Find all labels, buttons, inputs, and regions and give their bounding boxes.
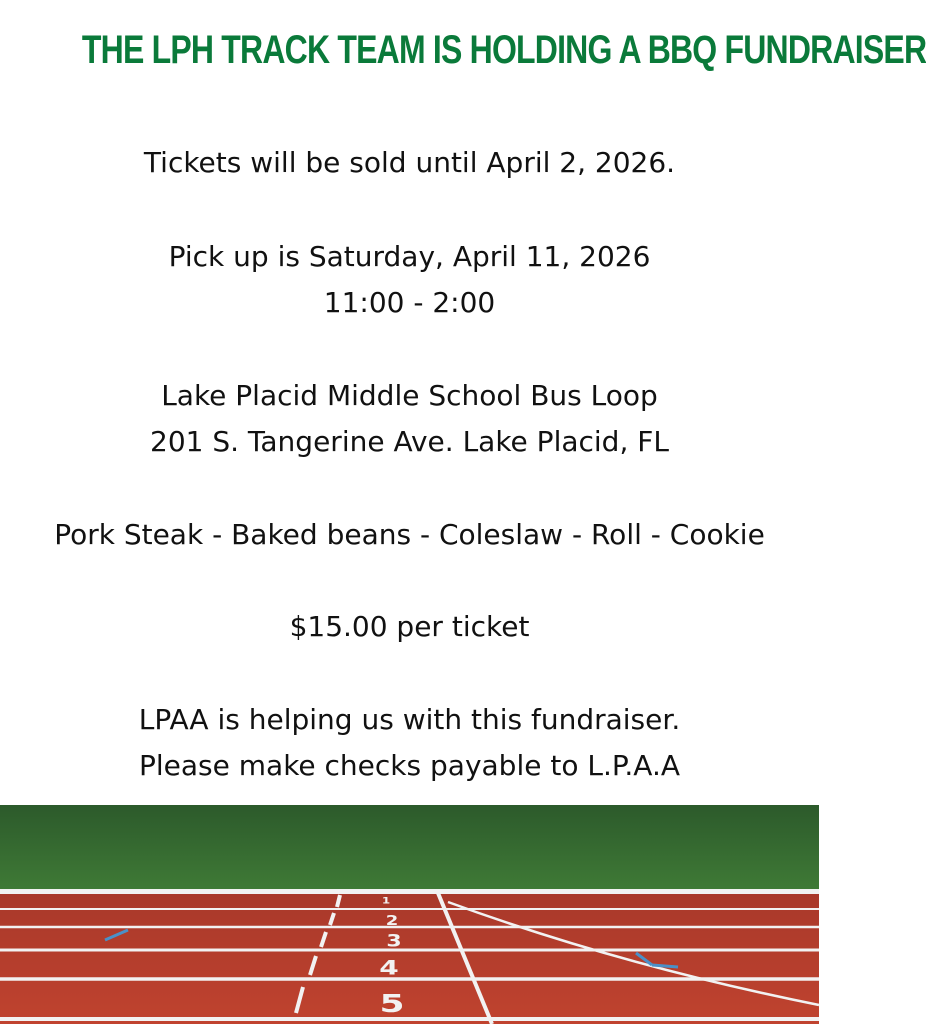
lane-number: 5 [379,989,405,1019]
lane-number: 4 [379,956,399,980]
track-illustration [0,805,819,1024]
helper-text: LPAA is helping us with this fundraiser. [138,703,681,736]
checks-payable-text: Please make checks payable to L.P.A.A [139,749,680,782]
location-name-text: Lake Placid Middle School Bus Loop [161,379,658,412]
track-edge-line [0,889,819,894]
menu-text: Pork Steak - Baked beans - Coleslaw - Roll - Cookie [54,518,765,551]
price-text: $15.00 per ticket [289,610,530,643]
lane-marker [652,965,678,967]
flyer-title: THE LPH TRACK TEAM IS HOLDING A BBQ FUNDRAISER [81,28,926,72]
lane-number: 3 [386,931,402,951]
pickup-time-text: 11:00 - 2:00 [323,286,496,319]
running-track-image [0,805,819,1024]
location-address-text: 201 S. Tangerine Ave. Lake Placid, FL [150,425,669,458]
lane-number: 1 [381,896,391,907]
lane-number: 2 [385,912,399,929]
pickup-date-text: Pick up is Saturday, April 11, 2026 [168,240,651,273]
tickets-deadline-text: Tickets will be sold until April 2, 2026. [143,146,676,179]
grass-area [0,805,819,890]
track-surface [0,890,819,1024]
